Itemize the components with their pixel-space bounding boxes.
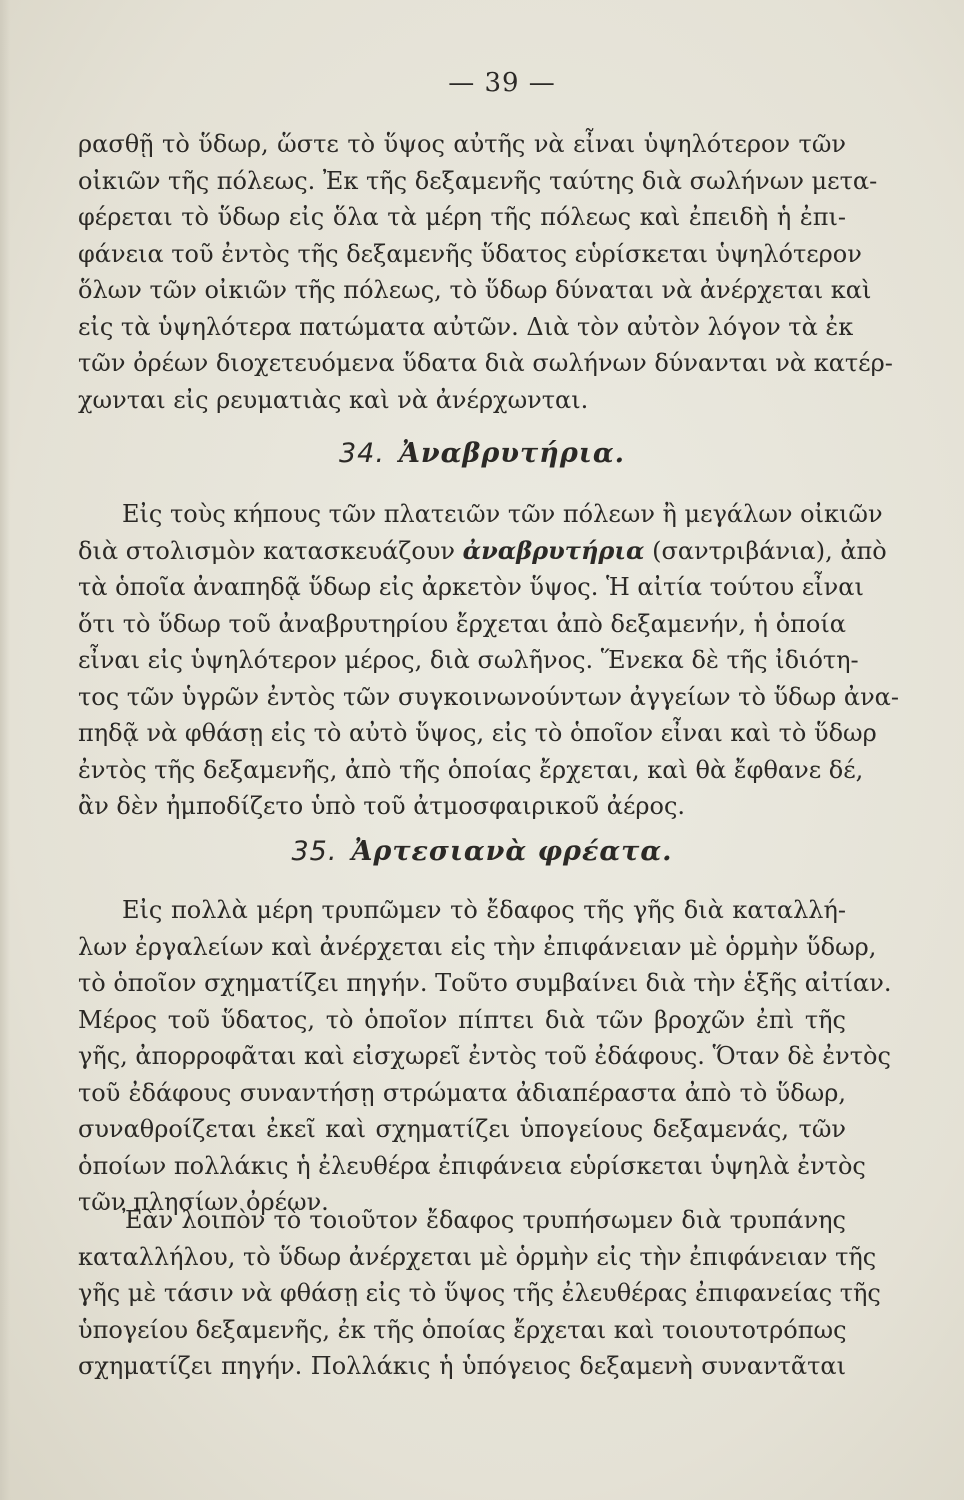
text-line: εἰς τὰ ὑψηλότερα πατώματα αὐτῶν. Διὰ τὸν αὐτὸν λόγον τὰ ἐκ xyxy=(78,312,854,341)
text-line: εἶναι εἰς ὑψηλότερον μέρος, διὰ σωλῆνος. Ἕνεκα δὲ τῆς ἰδιότη- xyxy=(78,646,859,674)
bold-term: ἀναβρυτήρια xyxy=(462,535,645,565)
text-line: πηδᾷ νὰ φθάσῃ εἰς τὸ αὐτὸ ὕψος, εἰς τὸ ὁποῖον εἶναι καὶ τὸ ὕδωρ xyxy=(78,719,877,747)
text-line: ὁποίων πολλάκις ἡ ἐλευθέρα ἐπιφάνεια εὑρίσκεται ὑψηλὰ ἐντὸς xyxy=(78,1151,866,1180)
text-line: ἐντὸς τῆς δεξαμενῆς, ἀπὸ τῆς ὁποίας ἔρχεται, καὶ θὰ ἔφθανε δέ, xyxy=(78,755,864,784)
text-line: φέρεται τὸ ὕδωρ εἰς ὅλα τὰ μέρη τῆς πόλεως καὶ ἐπειδὴ ἡ ἐπι- xyxy=(78,203,846,231)
section-35-title: Ἀρτεσιανὰ φρέατα. xyxy=(351,836,673,867)
text-line: φάνεια τοῦ ἐντὸς τῆς δεξαμενῆς ὕδατος εὑρίσκεται ὑψηλότερον xyxy=(78,239,862,268)
text-line: τῶν πλησίων ὀρέων. xyxy=(78,1188,329,1216)
page-edge-shadow xyxy=(0,0,10,1500)
section-34-number: 34. xyxy=(338,438,385,469)
text-line: σχηματίζει πηγήν. Πολλάκις ἡ ὑπόγειος δεξαμενὴ συναντᾶται xyxy=(78,1352,846,1380)
text-line: Ἐὰν λοιπὸν τὸ τοιοῦτον ἔδαφος τρυπήσωμεν διὰ τρυπάνης xyxy=(122,1206,846,1234)
text-line: ὅλων τῶν οἰκιῶν τῆς πόλεως, τὸ ὕδωρ δύναται νὰ ἀνέρχεται καὶ xyxy=(78,276,872,304)
text-line: γῆς, ἀπορροφᾶται καὶ εἰσχωρεῖ ἐντὸς τοῦ ἐδάφους. Ὅταν δὲ ἐντὸς xyxy=(78,1042,891,1070)
section-34-body xyxy=(78,496,899,825)
text-line: τῶν ὀρέων διοχετευόμενα ὕδατα διὰ σωλήνων δύνανται νὰ κατέρ- xyxy=(78,349,893,377)
text-line: Εἰς τοὺς κήπους τῶν πλατειῶν τῶν πόλεων ἢ μεγάλων οἰκιῶν xyxy=(122,500,883,528)
section-35-number: 35. xyxy=(291,836,338,867)
text-fragment: διὰ στολισμὸν κατασκευάζουν xyxy=(78,536,456,565)
section-35-heading xyxy=(0,836,964,867)
text-line: ὑπογείου δεξαμενῆς, ἐκ τῆς ὁποίας ἔρχεται καὶ τοιουτοτρόπως xyxy=(78,1315,847,1344)
text-line: Εἰς πολλὰ μέρη τρυπῶμεν τὸ ἔδαφος τῆς γῆς διὰ καταλλή- xyxy=(122,896,846,924)
section-34-heading xyxy=(0,438,964,469)
text-line: τοῦ ἐδάφους συναντήσῃ στρώματα ἀδιαπέραστα ἀπὸ τὸ ὕδωρ, xyxy=(78,1078,846,1107)
text-line: τὸ ὁποῖον σχηματίζει πηγήν. Τοῦτο συμβαίνει διὰ τὴν ἑξῆς αἰτίαν. xyxy=(78,969,892,997)
text-line: καταλλήλου, τὸ ὕδωρ ἀνέρχεται μὲ ὁρμὴν εἰς τὴν ἐπιφάνειαν τῆς xyxy=(78,1242,877,1271)
text-line: ρασθῇ τὸ ὕδωρ, ὥστε τὸ ὕψος αὐτῆς νὰ εἶναι ὑψηλότερον τῶν xyxy=(78,130,846,158)
text-line: τὰ ὁποῖα ἀναπηδᾷ ὕδωρ εἰς ἀρκετὸν ὕψος. Ἡ αἰτία τούτου εἶναι xyxy=(78,573,864,601)
text-line: Μέρος τοῦ ὕδατος, τὸ ὁποῖον πίπτει διὰ τῶν βροχῶν ἐπὶ τῆς xyxy=(78,1005,846,1034)
text-line: συναθροίζεται ἐκεῖ καὶ σχηματίζει ὑπογείους δεξαμενάς, τῶν xyxy=(78,1115,846,1143)
text-line: λων ἐργαλείων καὶ ἀνέρχεται εἰς τὴν ἐπιφάνειαν μὲ ὁρμὴν ὕδωρ, xyxy=(78,932,877,961)
paragraph-continuation xyxy=(78,126,893,418)
text-line: ὅτι τὸ ὕδωρ τοῦ ἀναβρυτηρίου ἔρχεται ἀπὸ δεξαμενήν, ἡ ὁποία xyxy=(78,609,846,638)
text-line: τος τῶν ὑγρῶν ἐντὸς τῶν συγκοινωνούντων ἀγγείων τὸ ὕδωρ ἀνα- xyxy=(78,682,899,711)
section-35-paragraph-2 xyxy=(78,1202,881,1385)
text-fragment: (σαντριβάνια), ἀπὸ xyxy=(652,536,887,565)
text-line: γῆς μὲ τάσιν νὰ φθάσῃ εἰς τὸ ὕψος τῆς ἐλευθέρας ἐπιφανείας τῆς xyxy=(78,1279,881,1307)
section-34-title: Ἀναβρυτήρια. xyxy=(398,438,626,469)
text-line: ἂν δὲν ἠμποδίζετο ὑπὸ τοῦ ἀτμοσφαιρικοῦ ἀέρος. xyxy=(78,792,686,820)
text-line: χωνται εἰς ρευματιὰς καὶ νὰ ἀνέρχωνται. xyxy=(78,385,589,414)
section-35-paragraph-1 xyxy=(78,892,892,1221)
text-line-with-term xyxy=(78,533,887,570)
page-number: — 39 — xyxy=(448,68,556,98)
text-line: οἰκιῶν τῆς πόλεως. Ἐκ τῆς δεξαμενῆς ταύτης διὰ σωλήνων μετα- xyxy=(78,166,878,195)
